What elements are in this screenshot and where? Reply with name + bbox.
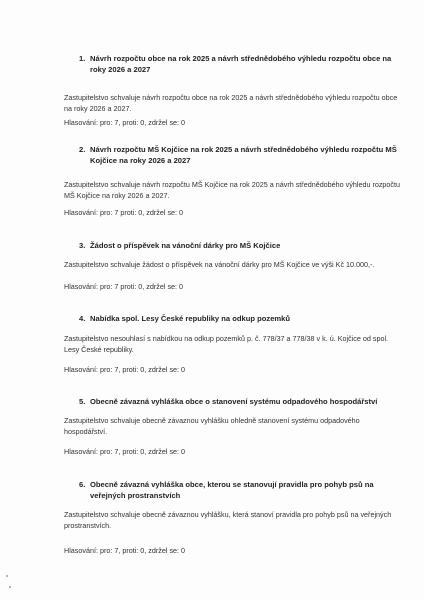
vote-result: Hlasování: pro: 7, proti: 0, zdržel se: 0 bbox=[64, 365, 186, 374]
agenda-item-number: 4. bbox=[79, 314, 86, 323]
agenda-item-number: 3. bbox=[79, 241, 86, 250]
scan-speck bbox=[9, 586, 11, 588]
agenda-item-heading bbox=[79, 397, 400, 408]
agenda-item-number: 1. bbox=[79, 54, 86, 63]
agenda-item-title: Obecně závazná vyhláška obce, kterou se stanovují pravidla pro pohyb psů na veřejných prostranstvích bbox=[90, 480, 374, 500]
resolution-text: Zastupitelstvo schvaluje obecně závaznou vyhlášku, která stanoví pravidla pro pohyb psů na veřejných prostranstvích. bbox=[64, 510, 392, 530]
resolution-text: Zastupitelstvo schvaluje návrh rozpočtu MŠ Kojčice na rok 2025 a návrh střednědobého výhledu rozpočtu MŠ Kojčice na roky 2026 a 2027. bbox=[64, 180, 401, 200]
agenda-item-heading bbox=[79, 241, 400, 252]
resolution-text: Zastupitelstvo schvaluje žádost o příspěvek na vánoční dárky pro MŠ Kojčice ve výši Kč 10.000,-. bbox=[64, 260, 375, 269]
vote-result: Hlasování: pro: 7, proti: 0, zdržel se: 0 bbox=[64, 447, 186, 456]
vote-result: Hlasování: pro: 7, proti: 0, zdržel se: 0 bbox=[64, 118, 186, 127]
agenda-item-title: Nabídka spol. Lesy České republiky na odkup pozemků bbox=[90, 314, 291, 323]
vote-result: Hlasování: pro: 7, proti: 0, zdržel se: 0 bbox=[64, 546, 186, 555]
agenda-item-heading bbox=[79, 54, 400, 75]
agenda-item-number: 2. bbox=[79, 145, 86, 154]
vote-result: Hlasování: pro: 7 proti: 0, zdržel se: 0 bbox=[64, 282, 184, 291]
resolution-text: Zastupitelstvo schvaluje obecně závaznou vyhlášku ohledně stanovení systému odpadového hospodářství. bbox=[64, 416, 360, 436]
scan-speck bbox=[6, 575, 8, 577]
agenda-item-number: 6. bbox=[79, 480, 86, 489]
agenda-item-heading bbox=[79, 145, 400, 166]
agenda-item-title: Návrh rozpočtu obce na rok 2025 a návrh střednědobého výhledu rozpočtu obce na roky 2026 a 2027 bbox=[90, 54, 392, 74]
agenda-item-title: Obecně závazná vyhláška obce o stanovení systému odpadového hospodářství bbox=[90, 397, 378, 406]
agenda-item-title: Návrh rozpočtu MŠ Kojčice na rok 2025 a návrh střednědobého výhledu rozpočtu MŠ Kojčice na roky 2026 a 2027 bbox=[90, 145, 397, 165]
resolution-text: Zastupitelstvo nesouhlasí s nabídkou na odkup pozemků p. č. 778/37 a 778/38 v k. ú. Kojčice od spol. Lesy České republiky. bbox=[64, 334, 389, 354]
agenda-item-heading bbox=[79, 480, 400, 501]
agenda-item-title: Žádost o příspěvek na vánoční dárky pro MŠ Kojčice bbox=[90, 241, 281, 250]
resolution-text: Zastupitelstvo schvaluje návrh rozpočtu obce na rok 2025 a návrh střednědobého výhledu rozpočtu obce na roky 2026 a 2027. bbox=[64, 93, 398, 113]
agenda-item-number: 5. bbox=[79, 397, 86, 406]
agenda-item-heading bbox=[79, 314, 400, 325]
vote-result: Hlasování: pro: 7 proti: 0, zdržel se: 0 bbox=[64, 208, 184, 217]
